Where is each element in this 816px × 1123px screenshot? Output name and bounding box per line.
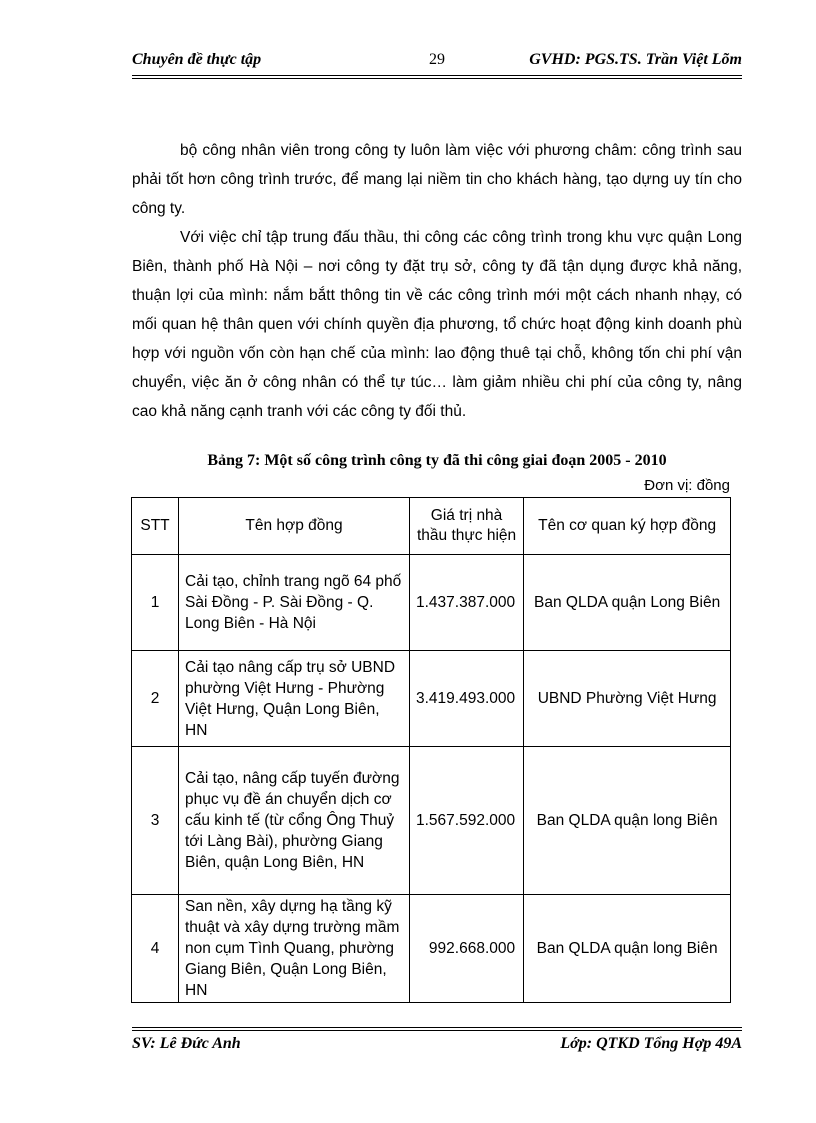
- cell-contract: Cải tạo, chỉnh trang ngõ 64 phố Sài Đồng - P. Sài Đồng - Q. Long Biên - Hà Nội: [179, 555, 410, 651]
- header-divider: [132, 75, 742, 76]
- table-row: [132, 555, 731, 651]
- table-header-row: [132, 498, 731, 555]
- footer-divider: [132, 1030, 742, 1031]
- table-unit: Đơn vị: đồng: [644, 477, 730, 494]
- column-header-value: Giá trị nhà thầu thực hiện: [410, 498, 524, 555]
- cell-value: 1.567.592.000: [410, 747, 524, 895]
- paragraph: Với việc chỉ tập trung đấu thầu, thi công các công trình trong khu vực quận Long Biên, thành phố Hà Nội – nơi công ty đặt trụ sở, công ty đã tận dụng được khả năng, thuận lợi của mình: nắm bắtt thông tin về các công trình mới một cách nhanh nhạy, có mối quan hệ thân quen với chính quyền địa phương, tổ chức hoạt động kinh doanh phù hợp với nguồn vốn còn hạn chế của mình: lao động thuê tại chỗ, không tốn chi phí vận chuyển, việc ăn ở công nhân có thể tự túc… làm giảm nhiều chi phí của công ty, nâng cao khả năng cạnh tranh với các công ty đối thủ.: [132, 229, 742, 420]
- cell-agency: Ban QLDA quận long Biên: [524, 895, 731, 1003]
- cell-contract: San nền, xây dựng hạ tầng kỹ thuật và xây dựng trường mầm non cụm Tình Quang, phường Giang Biên, Quận Long Biên, HN: [179, 895, 410, 1003]
- cell-value: 3.419.493.000: [410, 651, 524, 747]
- paragraph: bộ công nhân viên trong công ty luôn làm việc với phương châm: công trình sau phải tốt hơn công trình trước, để mang lại niềm tin cho khách hàng, tạo dựng uy tín cho công ty.: [132, 142, 742, 217]
- header-divider-thin: [132, 78, 742, 79]
- cell-value: 1.437.387.000: [410, 555, 524, 651]
- cell-agency: UBND Phường Việt Hưng: [524, 651, 731, 747]
- cell-agency: Ban QLDA quận Long Biên: [524, 555, 731, 651]
- cell-stt: 2: [132, 651, 179, 747]
- table-caption: Bảng 7: Một số công trình công ty đã thi công giai đoạn 2005 - 2010: [207, 452, 667, 469]
- cell-stt: 1: [132, 555, 179, 651]
- cell-contract: Cải tạo nâng cấp trụ sở UBND phường Việt Hưng - Phường Việt Hưng, Quận Long Biên, HN: [179, 651, 410, 747]
- column-header-agency: Tên cơ quan ký hợp đồng: [524, 498, 731, 555]
- header-topic: Chuyên đề thực tập: [132, 51, 262, 68]
- cell-stt: 4: [132, 895, 179, 1003]
- cell-contract: Cải tạo, nâng cấp tuyến đường phục vụ đề án chuyển dịch cơ cấu kinh tế (từ cổng Ông Thuỷ tới Làng Bài), phường Giang Biên, quận Long Biên, HN: [179, 747, 410, 895]
- body-text: [132, 136, 742, 426]
- footer-student: SV: Lê Đức Anh: [132, 1035, 241, 1052]
- footer-divider-thin: [132, 1027, 742, 1028]
- projects-table: [131, 497, 731, 1003]
- cell-value: 992.668.000: [410, 895, 524, 1003]
- footer-class: Lớp: QTKD Tổng Hợp 49A: [560, 1035, 742, 1052]
- column-header-stt: STT: [132, 498, 179, 555]
- table-row: [132, 747, 731, 895]
- table-row: [132, 651, 731, 747]
- page-header: [132, 51, 742, 75]
- cell-agency: Ban QLDA quận long Biên: [524, 747, 731, 895]
- table-row: [132, 895, 731, 1003]
- header-supervisor: GVHD: PGS.TS. Trần Việt Lõm: [529, 51, 742, 68]
- column-header-contract: Tên hợp đồng: [179, 498, 410, 555]
- page-number: 29: [429, 51, 445, 68]
- cell-stt: 3: [132, 747, 179, 895]
